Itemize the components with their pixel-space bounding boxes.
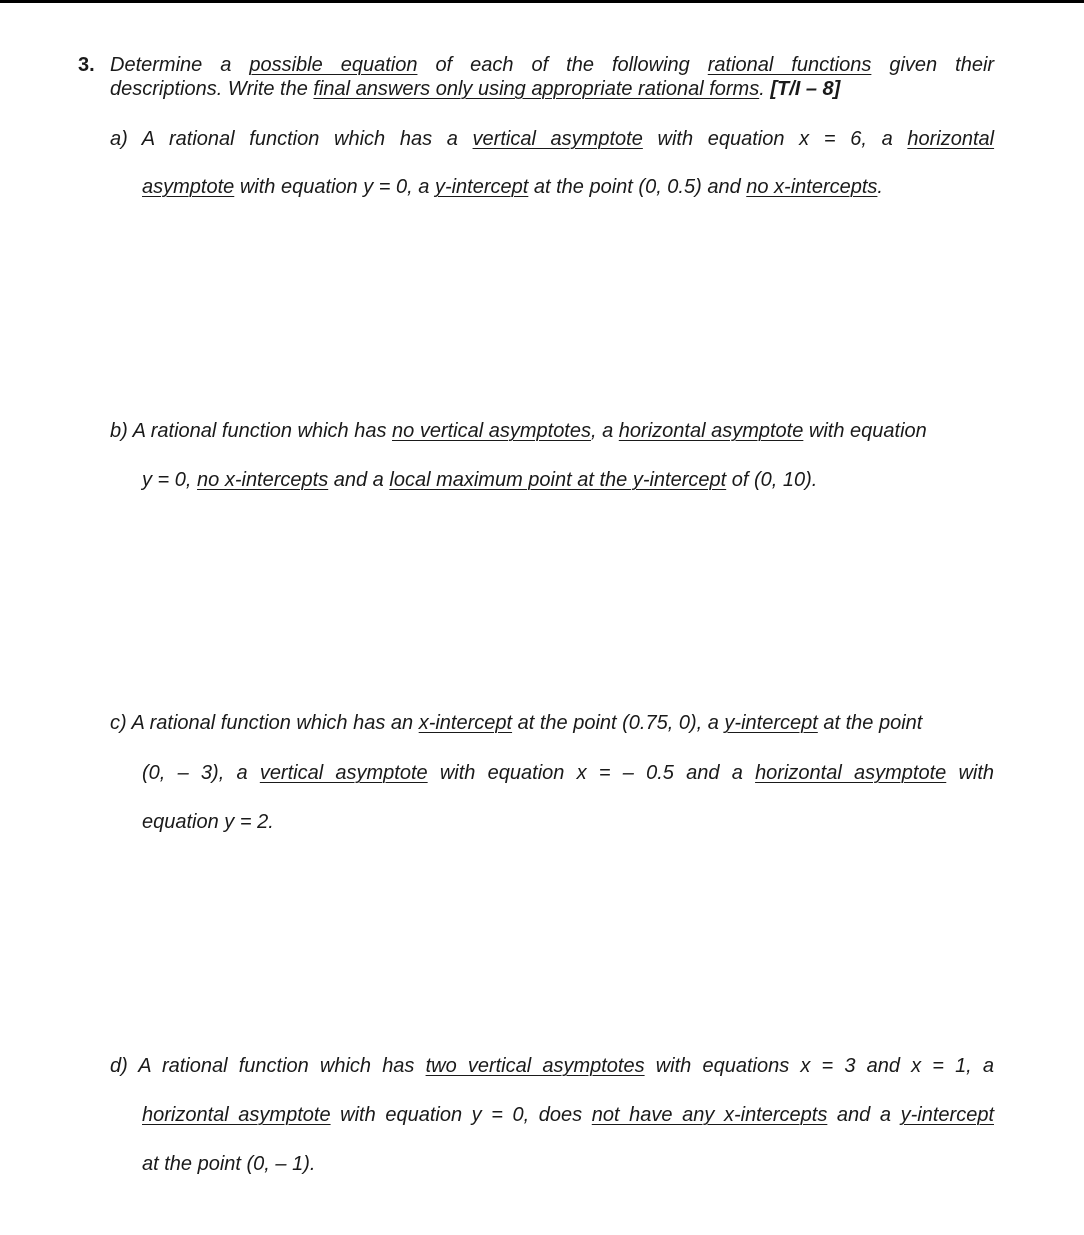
question-line-2: descriptions. Write the final answers only using appropriate rational forms. [T/I – 8] xyxy=(110,78,841,100)
part-c-line-3: equation y = 2. xyxy=(142,811,274,833)
marks-label: [T/I – 8] xyxy=(770,78,841,100)
part-c-line-1: c) A rational function which has an x-intercept at the point (0.75, 0), a y-intercept at the point xyxy=(110,712,923,734)
part-d-line-1: d) A rational function which has two vertical asymptotes with equations x = 3 and x = 1, a xyxy=(110,1055,995,1077)
question-number: 3. xyxy=(78,54,95,76)
top-border xyxy=(0,0,1084,3)
part-d-line-2: horizontal asymptote with equation y = 0, does not have any x-intercepts and a y-intercept xyxy=(142,1104,994,1126)
part-b-line-1: b) A rational function which has no vertical asymptotes, a horizontal asymptote with equation xyxy=(110,420,927,442)
underline-possible-equation: possible equation xyxy=(249,54,418,76)
underline-final-answers: final answers only using appropriate rational forms xyxy=(313,78,760,100)
question-line-1: Determine a possible equation of each of the following rational functions given their xyxy=(110,54,995,76)
part-b-line-2: y = 0, no x-intercepts and a local maximum point at the y-intercept of (0, 10). xyxy=(142,469,818,491)
part-d-line-3: at the point (0, – 1). xyxy=(142,1153,316,1175)
part-c-line-2: (0, – 3), a vertical asymptote with equation x = – 0.5 and a horizontal asymptote with xyxy=(142,762,995,784)
part-a-label: a) xyxy=(110,128,128,150)
underline-rational-functions: rational functions xyxy=(707,54,872,76)
part-a-line-2: asymptote with equation y = 0, a y-intercept at the point (0, 0.5) and no x-intercepts. xyxy=(142,176,883,198)
part-a-line-1: a) A rational function which has a vertical asymptote with equation x = 6, a horizontal xyxy=(110,128,995,150)
